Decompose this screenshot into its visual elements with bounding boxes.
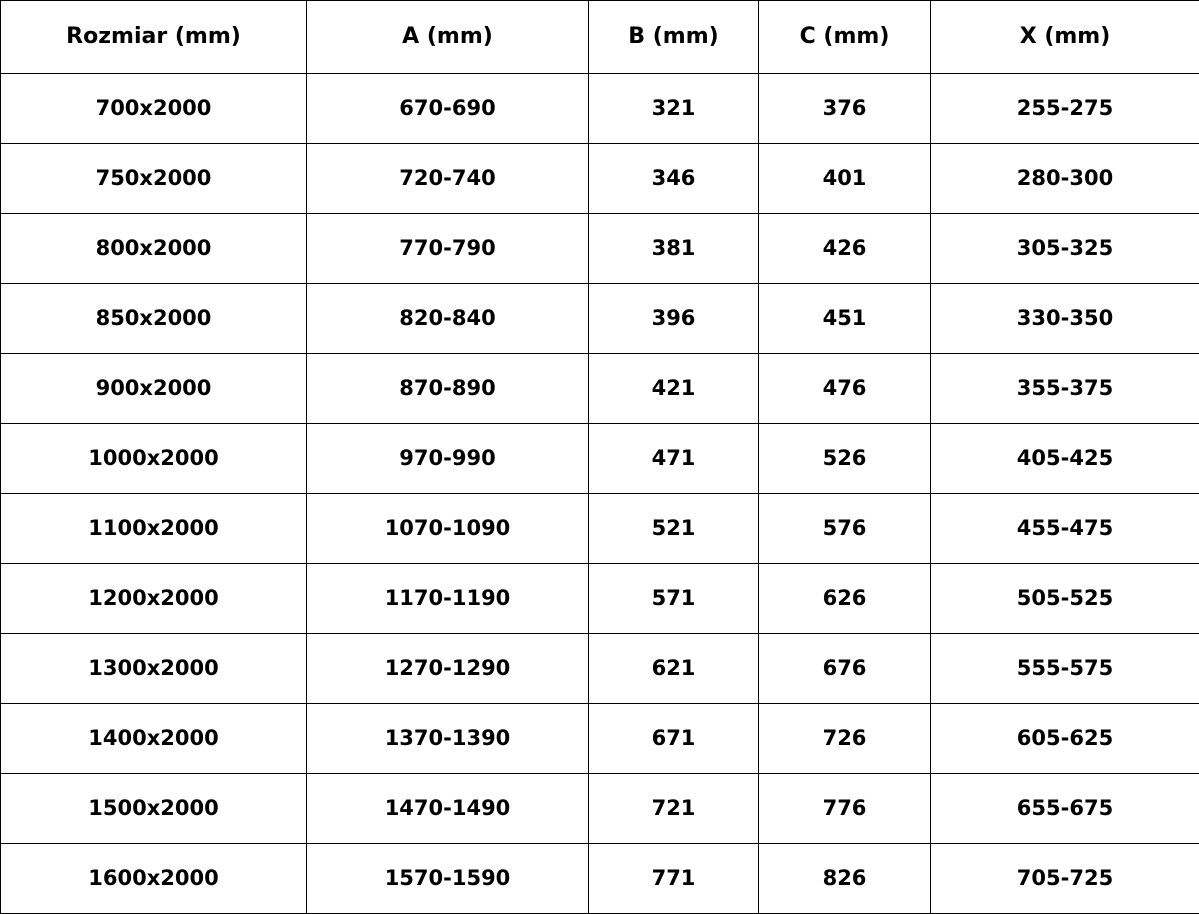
cell-b: 721 (589, 774, 759, 844)
cell-x: 505-525 (931, 564, 1199, 634)
cell-c: 451 (759, 284, 931, 354)
cell-size: 1500x2000 (1, 774, 307, 844)
cell-b: 571 (589, 564, 759, 634)
table-header (1, 1, 1199, 74)
cell-a: 820-840 (307, 284, 589, 354)
table-row (1, 144, 1199, 214)
cell-b: 671 (589, 704, 759, 774)
table-row (1, 354, 1199, 424)
cell-size: 1600x2000 (1, 844, 307, 914)
cell-b: 396 (589, 284, 759, 354)
cell-c: 726 (759, 704, 931, 774)
cell-c: 526 (759, 424, 931, 494)
column-header-a: A (mm) (307, 1, 589, 74)
cell-b: 381 (589, 214, 759, 284)
cell-x: 280-300 (931, 144, 1199, 214)
column-header-b: B (mm) (589, 1, 759, 74)
cell-b: 321 (589, 74, 759, 144)
cell-a: 1370-1390 (307, 704, 589, 774)
cell-b: 521 (589, 494, 759, 564)
cell-size: 800x2000 (1, 214, 307, 284)
column-header-rozmiar: Rozmiar (mm) (1, 1, 307, 74)
cell-a: 1570-1590 (307, 844, 589, 914)
table-row (1, 424, 1199, 494)
table-row (1, 564, 1199, 634)
cell-a: 1270-1290 (307, 634, 589, 704)
cell-a: 770-790 (307, 214, 589, 284)
cell-x: 255-275 (931, 74, 1199, 144)
cell-a: 720-740 (307, 144, 589, 214)
column-header-x: X (mm) (931, 1, 1199, 74)
table-row (1, 704, 1199, 774)
cell-x: 605-625 (931, 704, 1199, 774)
cell-size: 750x2000 (1, 144, 307, 214)
cell-b: 471 (589, 424, 759, 494)
cell-size: 1400x2000 (1, 704, 307, 774)
cell-c: 776 (759, 774, 931, 844)
cell-c: 626 (759, 564, 931, 634)
table-row (1, 494, 1199, 564)
cell-size: 1300x2000 (1, 634, 307, 704)
cell-x: 655-675 (931, 774, 1199, 844)
cell-c: 826 (759, 844, 931, 914)
cell-a: 1470-1490 (307, 774, 589, 844)
cell-a: 870-890 (307, 354, 589, 424)
cell-c: 426 (759, 214, 931, 284)
cell-x: 455-475 (931, 494, 1199, 564)
cell-a: 1170-1190 (307, 564, 589, 634)
cell-c: 676 (759, 634, 931, 704)
cell-x: 355-375 (931, 354, 1199, 424)
table-header-row (1, 1, 1199, 74)
cell-size: 1100x2000 (1, 494, 307, 564)
cell-size: 700x2000 (1, 74, 307, 144)
cell-x: 555-575 (931, 634, 1199, 704)
cell-x: 330-350 (931, 284, 1199, 354)
cell-c: 401 (759, 144, 931, 214)
cell-size: 1000x2000 (1, 424, 307, 494)
cell-c: 376 (759, 74, 931, 144)
cell-size: 850x2000 (1, 284, 307, 354)
column-header-c: C (mm) (759, 1, 931, 74)
cell-c: 576 (759, 494, 931, 564)
cell-b: 421 (589, 354, 759, 424)
cell-size: 1200x2000 (1, 564, 307, 634)
table-row (1, 284, 1199, 354)
cell-x: 405-425 (931, 424, 1199, 494)
cell-b: 346 (589, 144, 759, 214)
table-row (1, 774, 1199, 844)
table-row (1, 844, 1199, 914)
cell-b: 621 (589, 634, 759, 704)
table-body (1, 74, 1199, 914)
cell-a: 1070-1090 (307, 494, 589, 564)
cell-x: 705-725 (931, 844, 1199, 914)
table-row (1, 214, 1199, 284)
cell-b: 771 (589, 844, 759, 914)
table-row (1, 634, 1199, 704)
cell-c: 476 (759, 354, 931, 424)
cell-x: 305-325 (931, 214, 1199, 284)
cell-a: 970-990 (307, 424, 589, 494)
table-row (1, 74, 1199, 144)
cell-size: 900x2000 (1, 354, 307, 424)
cell-a: 670-690 (307, 74, 589, 144)
